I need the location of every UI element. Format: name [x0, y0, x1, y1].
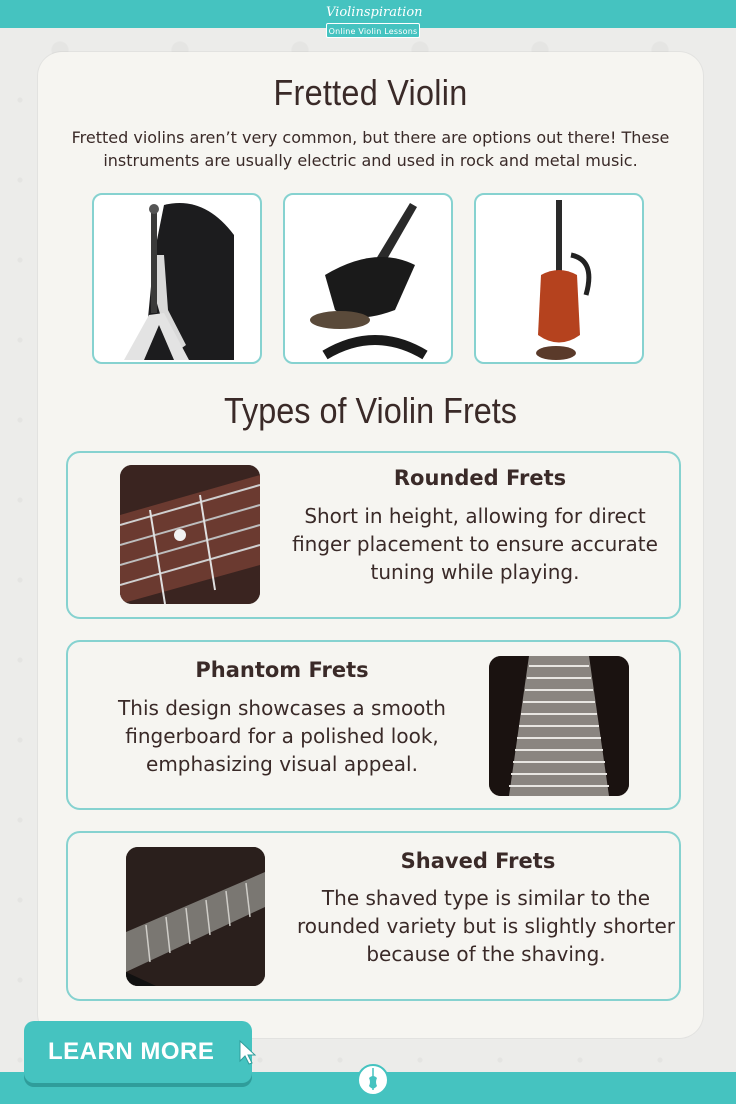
page-title: Fretted Violin: [273, 72, 468, 113]
red-electric-violin-image: [474, 193, 644, 364]
rounded-frets-title: Rounded Frets: [393, 466, 567, 490]
violin-badge-icon[interactable]: [357, 1060, 389, 1100]
rounded-frets-photo: [120, 465, 260, 604]
shaved-frets-photo: [126, 847, 265, 986]
logo-script: Violinspiration: [326, 5, 423, 20]
logo-tagline: Online Violin Lessons: [326, 23, 420, 38]
shaved-frets-title: Shaved Frets: [400, 849, 556, 873]
black-electric-violin-image: [283, 193, 453, 364]
brand-logo[interactable]: [326, 4, 423, 42]
learn-more-button[interactable]: [24, 1021, 252, 1083]
phantom-frets-title: Phantom Frets: [195, 658, 369, 682]
intro-text: Fretted violins aren’t very common, but there are options out there! These instruments are usually electric and used in rock and metal music.: [71, 128, 670, 170]
shaved-frets-description: The shaved type is similar to the rounded variety but is slightly shorter because of the shaving.: [297, 886, 675, 966]
rounded-frets-description: Short in height, allowing for direct finger placement to ensure accurate tuning while playing.: [292, 504, 658, 584]
learn-more-label: LEARN MORE: [48, 1038, 215, 1065]
cursor-icon: [238, 1039, 258, 1069]
flying-v-violin-image: [92, 193, 262, 364]
phantom-frets-description: This design showcases a smooth fingerboard for a polished look, emphasizing visual appeal.: [118, 696, 446, 776]
phantom-frets-photo: [489, 656, 629, 796]
section-title: Types of Violin Frets: [224, 390, 517, 431]
